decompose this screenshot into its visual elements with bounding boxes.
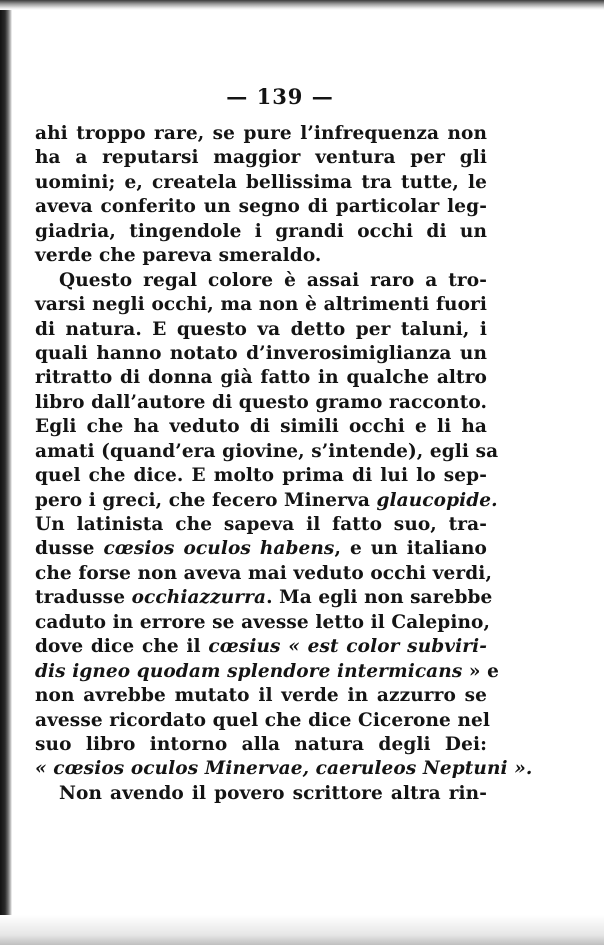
- text-segment: Non avendo il povero scrittore altra rin-: [59, 782, 487, 804]
- text-segment: Egli che ha veduto di simili occhi e li ha: [35, 416, 487, 438]
- text-line: [35, 709, 490, 733]
- text-segment: uomini; e, createla bellissima tra tutte, le: [35, 171, 487, 193]
- italic-segment: glaucopide.: [376, 489, 498, 511]
- text-segment: ha a reputarsi maggior ventura per gli: [35, 147, 487, 169]
- text-segment: , e un italiano: [334, 538, 487, 560]
- text-segment: giadria, tingendole i grandi occhi di un: [35, 220, 487, 242]
- text-segment: quel che dice. E molto prima di lui lo sep-: [35, 465, 487, 487]
- text-line: [35, 586, 493, 610]
- text-line: [35, 757, 533, 781]
- text-segment: che forse non aveva mai veduto occhi verdi,: [35, 562, 492, 584]
- scan-shadow-top: [0, 0, 604, 10]
- text-line: [35, 684, 487, 708]
- text-segment: ritratto di donna già fatto in qualche altro: [35, 367, 487, 389]
- text-line: [35, 244, 487, 268]
- text-line: [35, 366, 487, 390]
- text-segment: dusse: [35, 538, 104, 560]
- text-segment: Un latinista che sapeva il fatto suo, tra-: [35, 514, 487, 535]
- text-segment: non avrebbe mutato il verde in azzurro se: [35, 685, 487, 707]
- italic-segment: occhiazzurra: [131, 587, 267, 609]
- text-segment: caduto in errore se avesse letto il Calepino,: [35, 611, 490, 633]
- text-segment: Questo regal colore è assai raro a tro-: [59, 269, 487, 291]
- text-segment: » e: [462, 660, 499, 682]
- text-line: [35, 146, 487, 170]
- text-line: [35, 537, 487, 561]
- text-segment: varsi negli occhi, ma non è altrimenti fuori: [35, 294, 487, 316]
- text-segment: dove dice che il: [35, 636, 209, 658]
- text-line: [35, 195, 487, 219]
- text-line: [35, 269, 487, 293]
- text-line: [35, 220, 487, 244]
- text-line: [35, 415, 487, 439]
- text-line: [35, 464, 487, 488]
- text-segment: verde che pareva smeraldo.: [35, 245, 322, 267]
- page-number: — 139 —: [226, 84, 334, 109]
- text-line: [35, 782, 487, 806]
- text-segment: aveva conferito un segno di particolar leg-: [35, 196, 487, 218]
- scan-shadow-left: [0, 0, 12, 945]
- italic-segment: dis igneo quodam splendore intermicans: [35, 660, 463, 682]
- text-line: [35, 171, 487, 195]
- text-segment: pero i greci, che fecero Minerva: [35, 489, 377, 511]
- scan-shadow-bottom: [0, 915, 604, 945]
- text-segment: ahi troppo rare, se pure l’infrequenza non: [35, 123, 487, 144]
- text-line: [35, 513, 487, 537]
- text-segment: quali hanno notato d’inverosimiglianza un: [35, 342, 487, 364]
- text-segment: avesse ricordato quel che dice Cicerone nel: [35, 709, 490, 731]
- italic-segment: cœsios oculos habens: [103, 538, 335, 560]
- body-text: [35, 122, 533, 806]
- italic-segment: « cœsios oculos Minervae, caeruleos Neptuni ».: [35, 758, 533, 780]
- text-line: [35, 122, 487, 146]
- text-line: [35, 489, 498, 513]
- text-line: [35, 635, 487, 659]
- text-segment: tradusse: [35, 587, 132, 609]
- text-line: [35, 440, 499, 464]
- text-line: [35, 391, 487, 415]
- text-line: [35, 733, 487, 757]
- text-segment: amati (quand’era giovine, s’intende), egli sa: [35, 440, 499, 462]
- text-segment: libro dall’autore di questo gramo racconto.: [35, 391, 487, 413]
- text-line: [35, 611, 490, 635]
- text-line: [35, 660, 499, 684]
- text-line: [35, 562, 492, 586]
- italic-segment: cœsius « est color subviri-: [208, 636, 488, 658]
- text-line: [35, 318, 487, 342]
- text-line: [35, 293, 487, 317]
- text-line: [35, 342, 487, 366]
- text-segment: . Ma egli non sarebbe: [266, 587, 493, 609]
- text-segment: suo libro intorno alla natura degli Dei:: [35, 733, 487, 755]
- text-segment: di natura. E questo va detto per taluni, i: [35, 318, 487, 340]
